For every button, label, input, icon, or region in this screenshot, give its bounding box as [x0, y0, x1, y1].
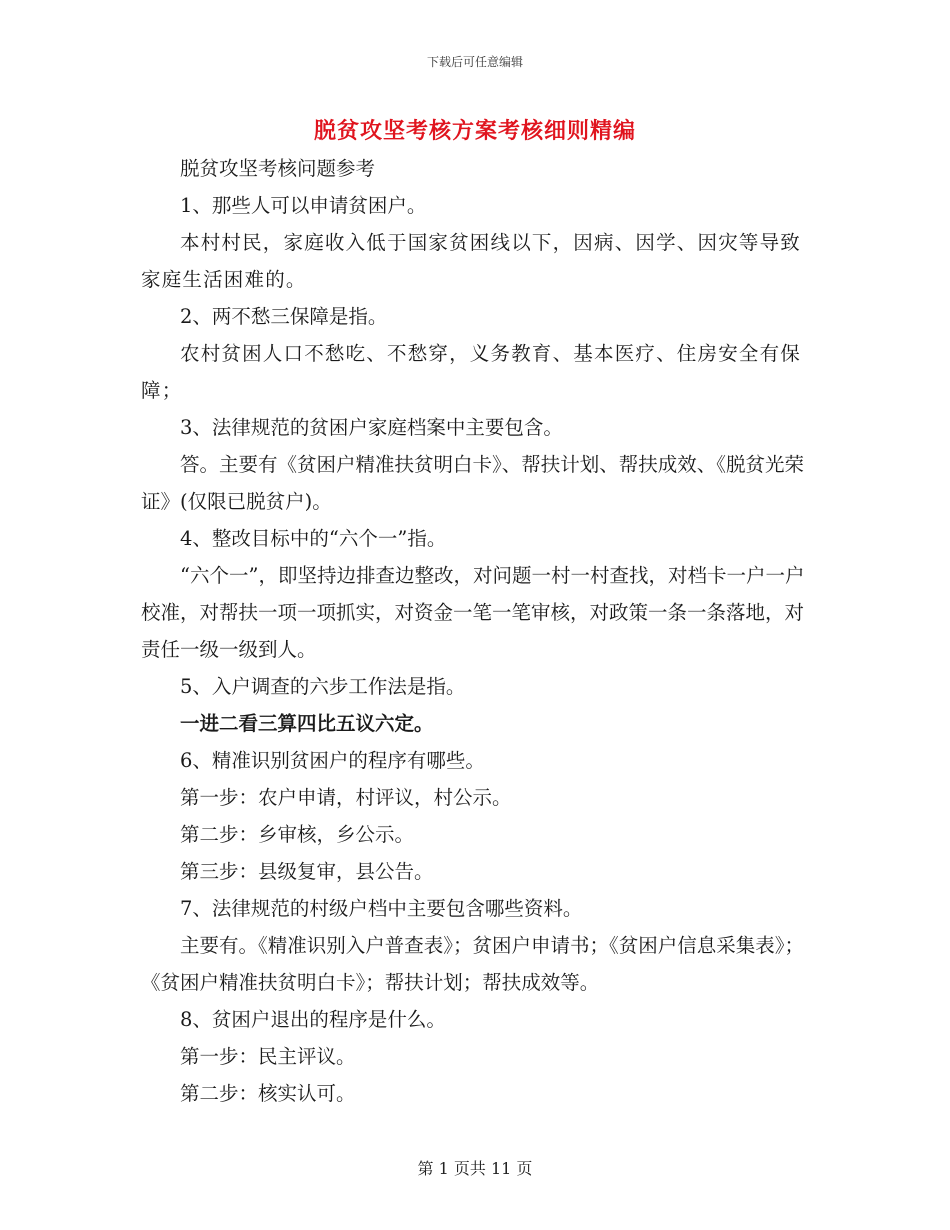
answer-6-step-2: 第二步：乡审核，乡公示。 — [180, 823, 415, 846]
answer-3: 答。主要有《贫困户精准扶贫明白卡》、帮扶计划、帮扶成效、《脱贫光荣证》(仅限已脱贫户)。 — [141, 453, 805, 513]
question-1: 1、那些人可以申请贫困户。 — [180, 194, 427, 217]
answer-2: 农村贫困人口不愁吃、不愁穿，义务教育、基本医疗、住房安全有保障； — [141, 342, 802, 402]
answer-6-step-1: 第一步：农户申请，村评议，村公示。 — [180, 786, 512, 809]
document-title: 脱贫攻坚考核方案考核细则精编 — [313, 118, 636, 144]
answer-7: 主要有。《精准识别入户普查表》；贫困户申请书；《贫困户信息采集表》；《贫困户精准扶贫明白卡》；帮扶计划；帮扶成效等。 — [141, 934, 805, 994]
question-3: 3、法律规范的贫困户家庭档案中主要包含。 — [180, 416, 563, 439]
header-note: 下载后可任意编辑 — [426, 55, 523, 69]
question-5: 5、入户调查的六步工作法是指。 — [180, 675, 466, 698]
answer-6-step-3: 第三步：县级复审，县公告。 — [180, 860, 434, 883]
question-7: 7、法律规范的村级户档中主要包含哪些资料。 — [180, 897, 583, 920]
answer-4: “六个一”，即坚持边排查边整改，对问题一村一村查找，对档卡一户一户校准，对帮扶一项一项抓实，对资金一笔一笔审核，对政策一条一条落地，对责任一级一级到人。 — [141, 564, 805, 661]
answer-8-step-2: 第二步：核实认可。 — [180, 1082, 356, 1105]
answer-1: 本村村民，家庭收入低于国家贫困线以下，因病、因学、因灾等导致家庭生活困难的。 — [141, 231, 802, 291]
question-2: 2、两不愁三保障是指。 — [180, 305, 388, 328]
document-body — [141, 150, 809, 1112]
paragraph-intro: 脱贫攻坚考核问题参考 — [180, 157, 376, 180]
question-6: 6、精准识别贫困户的程序有哪些。 — [180, 749, 485, 772]
question-8: 8、贫困户退出的程序是什么。 — [180, 1008, 446, 1031]
page-footer: 第 1 页共 11 页 — [417, 1159, 533, 1178]
answer-8-step-1: 第一步：民主评议。 — [180, 1045, 356, 1068]
answer-5: 一进二看三算四比五议六定。 — [180, 712, 434, 735]
question-4: 4、整改目标中的“六个一”指。 — [180, 527, 447, 550]
